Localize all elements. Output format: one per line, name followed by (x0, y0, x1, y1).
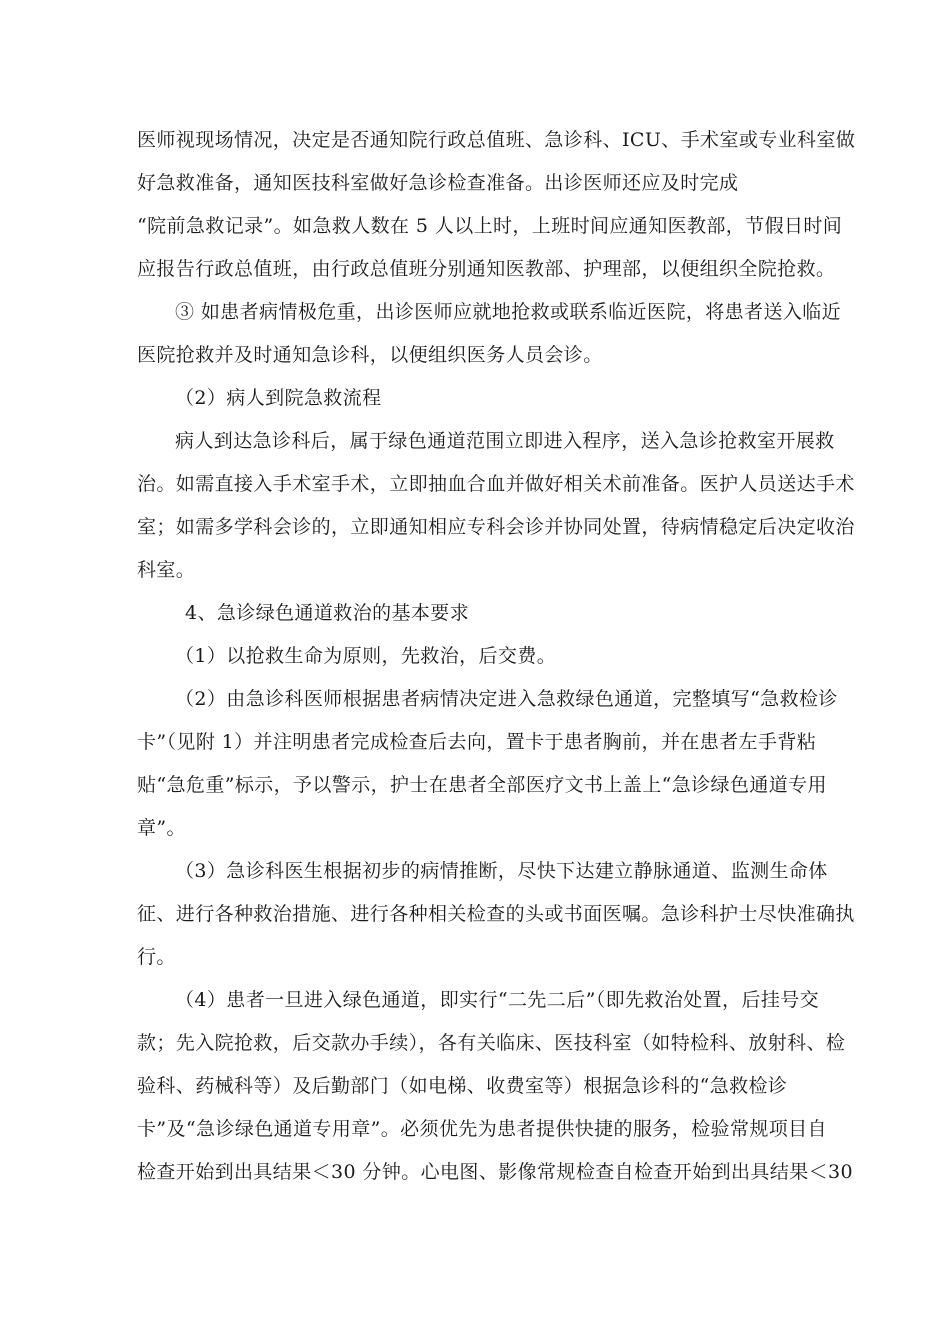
text-line: （2）由急诊科医师根据患者病情决定进入急救绿色通道，完整填写“急救检诊 (175, 688, 838, 710)
text-line: 征、进行各种救治措施、进行各种相关检查的头或书面医嘱。急诊科护士尽快准确执 (137, 903, 855, 925)
text-line: 卡”（见附 1）并注明患者完成检查后去向，置卡于患者胸前，并在患者左手背粘 (137, 731, 817, 753)
text-line: 验科、药械科等）及后勤部门（如电梯、收费室等）根据急诊科的“急救检诊 (137, 1075, 788, 1097)
text-line: 治。如需直接入手术室手术，立即抽血合血并做好相关术前准备。医护人员送达手术 (137, 473, 855, 495)
text-line: 卡”及“急诊绿色通道专用章”。必须优先为患者提供快捷的服务，检验常规项目自 (137, 1118, 827, 1140)
text-line: （3）急诊科医生根据初步的病情推断，尽快下达建立静脉通道、监测生命体 (175, 860, 828, 882)
text-line: 检查开始到出具结果＜30 分钟。心电图、影像常规检查自检查开始到出具结果＜30 (137, 1161, 853, 1183)
text-line: 医师视现场情况，决定是否通知院行政总值班、急诊科、ICU、手术室或专业科室做 (137, 129, 856, 151)
text-line: 科室。 (137, 559, 196, 581)
text-line: 贴“急危重”标示，予以警示，护士在患者全部医疗文书上盖上“急诊绿色通道专用 (137, 774, 827, 796)
section-heading: （2）病人到院急救流程 (175, 387, 382, 409)
text-line: 应报告行政总值班，由行政总值班分别通知医教部、护理部，以便组织全院抢救。 (137, 258, 836, 280)
text-line: 医院抢救并及时通知急诊科，以便组织医务人员会诊。 (137, 344, 603, 366)
section-heading: 4、急诊绿色通道救治的基本要求 (185, 602, 470, 624)
text-line: 章”。 (137, 817, 186, 839)
text-line: 好急救准备，通知医技科室做好急诊检查准备。出诊医师还应及时完成 (137, 172, 739, 194)
text-line: （1）以抢救生命为原则，先救治，后交费。 (175, 645, 557, 667)
text-line: （4）患者一旦进入绿色通道，即实行“二先二后”（即先救治处置，后挂号交 (175, 989, 820, 1011)
text-line: “院前急救记录”。如急救人数在 5 人以上时，上班时间应通知医教部，节假日时间 (137, 215, 843, 237)
text-line: 行。 (137, 946, 176, 968)
text-line: 室；如需多学科会诊的，立即通知相应专科会诊并协同处置，待病情稳定后决定收治 (137, 516, 855, 538)
text-line: 款；先入院抢救，后交款办手续），各有关临床、医技科室（如特检科、放射科、检 (137, 1032, 846, 1054)
text-line: 病人到达急诊科后，属于绿色通道范围立即进入程序，送入急诊抢救室开展救 (175, 430, 835, 452)
text-line: ③ 如患者病情极危重，出诊医师应就地抢救或联系临近医院，将患者送入临近 (175, 301, 842, 323)
